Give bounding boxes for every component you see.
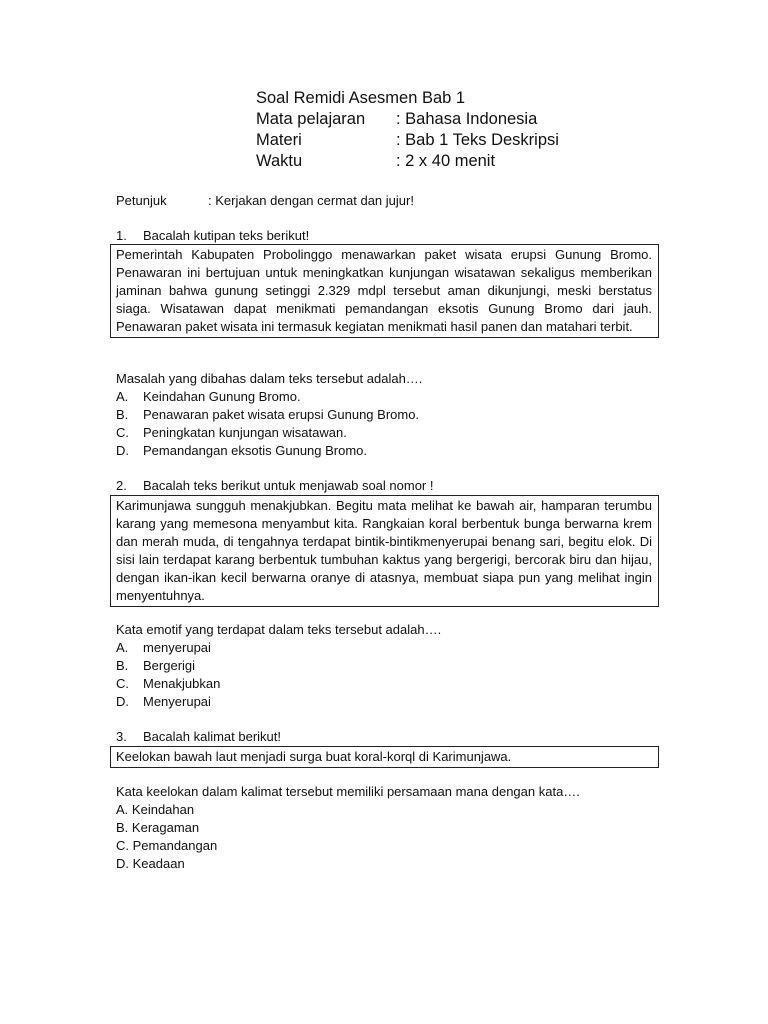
prompt-text: Bacalah kalimat berikut!: [143, 729, 282, 744]
option-c[interactable]: C. Menakjubkan: [116, 676, 221, 691]
question-3-text: Kata keelokan dalam kalimat tersebut memiliki persamaan mana dengan kata….: [116, 784, 580, 799]
option-d[interactable]: D. Keadaan: [116, 856, 185, 871]
header-row-subject: [256, 109, 559, 130]
question-number: 3.: [116, 729, 127, 744]
question-number: 1.: [116, 228, 127, 243]
document-header: [256, 88, 559, 172]
question-1-prompt: [116, 227, 309, 245]
option-c[interactable]: C. Peningkatan kunjungan wisatawan.: [116, 425, 347, 440]
header-label: Materi: [256, 131, 302, 149]
question-2-options: [116, 639, 220, 711]
header-label: Mata pelajaran: [256, 110, 366, 128]
option-d[interactable]: D. Menyerupai: [116, 694, 211, 709]
option-b[interactable]: B. Keragaman: [116, 820, 200, 835]
option-b[interactable]: B. Penawaran paket wisata erupsi Gunung Bromo.: [116, 407, 420, 422]
option-a[interactable]: A. menyerupai: [116, 640, 211, 655]
instruction-label: Petunjuk: [116, 193, 167, 208]
question-2-passage: Karimunjawa sungguh menakjubkan. Begitu mata melihat ke bawah air, hamparan terumbu karang yang memesona menyambut kita. Rangkaian koral berbentuk bunga berwarna krem dan merah muda, di tengahnya terdapat bintik-bintikmenyerupai benang sari, begitu elok. Di sisi lain terdapat karang berbentuk tumbuhan kaktus yang bergerigi, bercorak biru dan hijau, dengan ikan-ikan kecil berwarna oranye di atasnya, membuat siapa pun yang melihat ingin menyentuhnya.: [110, 495, 659, 607]
prompt-text: Bacalah teks berikut untuk menjawab soal nomor !: [143, 478, 434, 493]
question-1-passage: Pemerintah Kabupaten Probolinggo menawarkan paket wisata erupsi Gunung Bromo. Penawaran ini bertujuan untuk meningkatkan kunjungan wisatawan sekaligus memberikan jaminan bahwa gunung setinggi 2.329 mdpl tersebut aman dikunjungi, meski berstatus siaga. Wisatawan dapat menikmati pemandangan eksotis Gunung Bromo dari jauh. Penawaran paket wisata ini termasuk kegiatan menikmati hasil panen dan matahari terbit.: [110, 244, 659, 338]
option-d[interactable]: D. Pemandangan eksotis Gunung Bromo.: [116, 443, 368, 458]
header-value: : 2 x 40 menit: [396, 152, 496, 170]
prompt-text: Bacalah kutipan teks berikut!: [143, 228, 310, 243]
option-b[interactable]: B. Bergerigi: [116, 658, 196, 673]
header-row-material: [256, 130, 559, 151]
question-number: 2.: [116, 478, 127, 493]
question-3-prompt: [116, 728, 281, 746]
question-1-text: Masalah yang dibahas dalam teks tersebut adalah….: [116, 371, 423, 386]
option-a[interactable]: A. Keindahan: [116, 802, 195, 817]
instruction-text: : Kerjakan dengan cermat dan jujur!: [208, 193, 414, 208]
option-c[interactable]: C. Pemandangan: [116, 838, 218, 853]
option-a[interactable]: A. Keindahan Gunung Bromo.: [116, 389, 301, 404]
document-title: Soal Remidi Asesmen Bab 1: [256, 89, 466, 107]
header-row-time: [256, 151, 559, 172]
header-value: : Bab 1 Teks Deskripsi: [396, 131, 559, 149]
instruction: [116, 192, 414, 210]
question-2-text: Kata emotif yang terdapat dalam teks tersebut adalah….: [116, 622, 442, 637]
question-3-options: [116, 801, 217, 873]
header-value: : Bahasa Indonesia: [396, 110, 538, 128]
question-1-options: [116, 388, 419, 460]
question-2-prompt: [116, 477, 434, 495]
header-label: Waktu: [256, 152, 303, 170]
question-3-passage: Keelokan bawah laut menjadi surga buat koral-korql di Karimunjawa.: [110, 746, 659, 768]
